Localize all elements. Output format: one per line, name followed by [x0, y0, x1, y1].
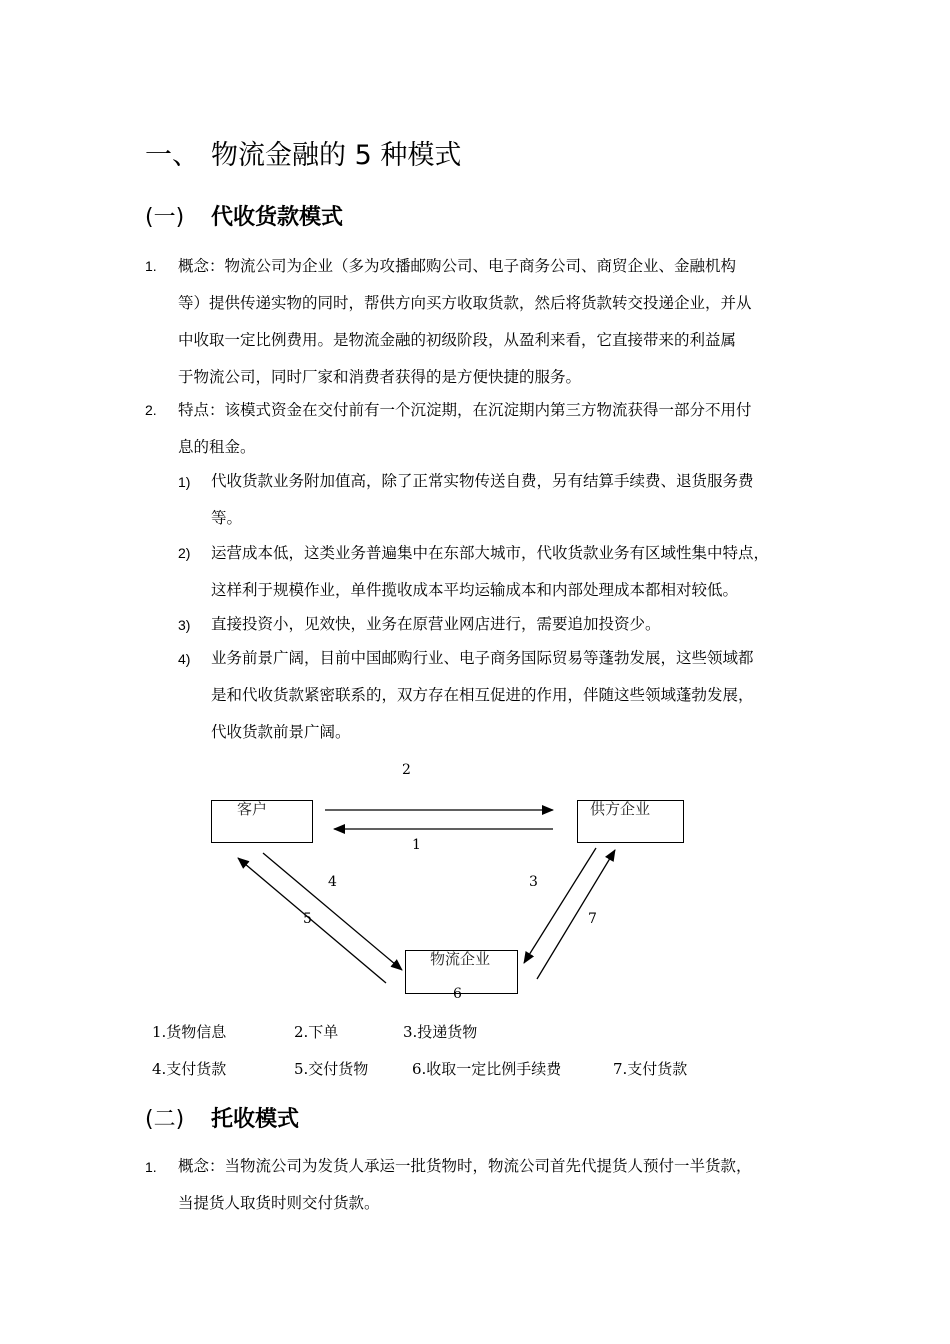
arrow-label-1: 1	[412, 837, 421, 853]
customer-label: 客户	[237, 800, 268, 818]
sub-list-marker: 4)	[178, 651, 191, 667]
arrow-7	[537, 850, 615, 979]
text-line: 当提货人取货时则交付货款。	[178, 1194, 380, 1212]
legend-item: 5.交付货物	[294, 1060, 369, 1078]
arrow-label-5: 5	[303, 911, 312, 927]
sub-list-marker: 1)	[178, 474, 191, 490]
text-line: 概念：物流公司为企业（多为攻播邮购公司、电子商务公司、商贸企业、金融机构	[178, 257, 737, 275]
section1-number: (一)	[145, 205, 185, 230]
legend-item: 4.支付货款	[152, 1060, 227, 1078]
text-line: 等）提供传递实物的同时，帮供方向买方收取货款，然后将货款转交投递企业，并从	[178, 294, 752, 312]
text-line: 特点：该模式资金在交付前有一个沉淀期，在沉淀期内第三方物流获得一部分不用付	[178, 401, 752, 419]
sub-list-marker: 3)	[178, 617, 191, 633]
text-line: 于物流公司，同时厂家和消费者获得的是方便快捷的服务。	[178, 368, 582, 386]
arrow-label-6: 6	[453, 986, 462, 1002]
legend-item: 3.投递货物	[403, 1023, 478, 1041]
text-line: 业务前景广阔，目前中国邮购行业、电子商务国际贸易等蓬勃发展，这些领域都	[211, 649, 754, 667]
section1-title: 代收货款模式	[211, 205, 344, 230]
arrow-label-3: 3	[529, 874, 538, 890]
text-line: 运营成本低，这类业务普遍集中在东部大城市，代收货款业务有区域性集中特点，	[211, 544, 770, 562]
text-line: 代收货款业务附加值高，除了正常实物传送自费，另有结算手续费、退货服务费	[211, 472, 754, 490]
section2-number: (二)	[145, 1107, 185, 1132]
legend-item: 2.下单	[294, 1023, 339, 1041]
arrow-4	[263, 853, 402, 970]
sub-list-marker: 2)	[178, 545, 191, 561]
list-item-text	[178, 1148, 752, 1222]
section2-title: 托收模式	[211, 1107, 300, 1132]
arrow-label-7: 7	[588, 911, 597, 927]
text-line: 直接投资小，见效快，业务在原营业网店进行，需要追加投资少。	[211, 615, 661, 633]
list-marker: 1.	[145, 1159, 157, 1175]
legend-item: 1.货物信息	[152, 1023, 227, 1041]
text-line: 中收取一定比例费用。是物流金融的初级阶段，从盈利来看，它直接带来的利益属	[178, 331, 737, 349]
arrow-3	[524, 848, 596, 963]
logistics-label: 物流企业	[430, 950, 491, 968]
list-marker: 2.	[145, 402, 157, 418]
text-line: 是和代收货款紧密联系的，双方存在相互促进的作用，伴随这些领域蓬勃发展，	[211, 686, 754, 704]
title-text: 物流金融的 5 种模式	[211, 140, 462, 171]
text-line: 这样利于规模作业，单件揽收成本平均运输成本和内部处理成本都相对较低。	[211, 581, 739, 599]
section2-heading	[145, 1102, 299, 1133]
arrow-label-4: 4	[328, 874, 337, 890]
title-number: 一、	[145, 140, 199, 171]
arrow-label-2: 2	[402, 762, 411, 778]
list-marker: 1.	[145, 258, 157, 274]
text-line: 息的租金。	[178, 438, 256, 456]
text-line: 代收货款前景广阔。	[211, 723, 351, 741]
text-line: 概念：当物流公司为发货人承运一批货物时，物流公司首先代提货人预付一半货款，	[178, 1157, 752, 1175]
text-line: 等。	[211, 509, 243, 527]
legend-item: 6.收取一定比例手续费	[412, 1060, 562, 1078]
legend-item: 7.支付货款	[613, 1060, 688, 1078]
supplier-label: 供方企业	[590, 800, 651, 818]
arrow-5	[238, 858, 386, 983]
